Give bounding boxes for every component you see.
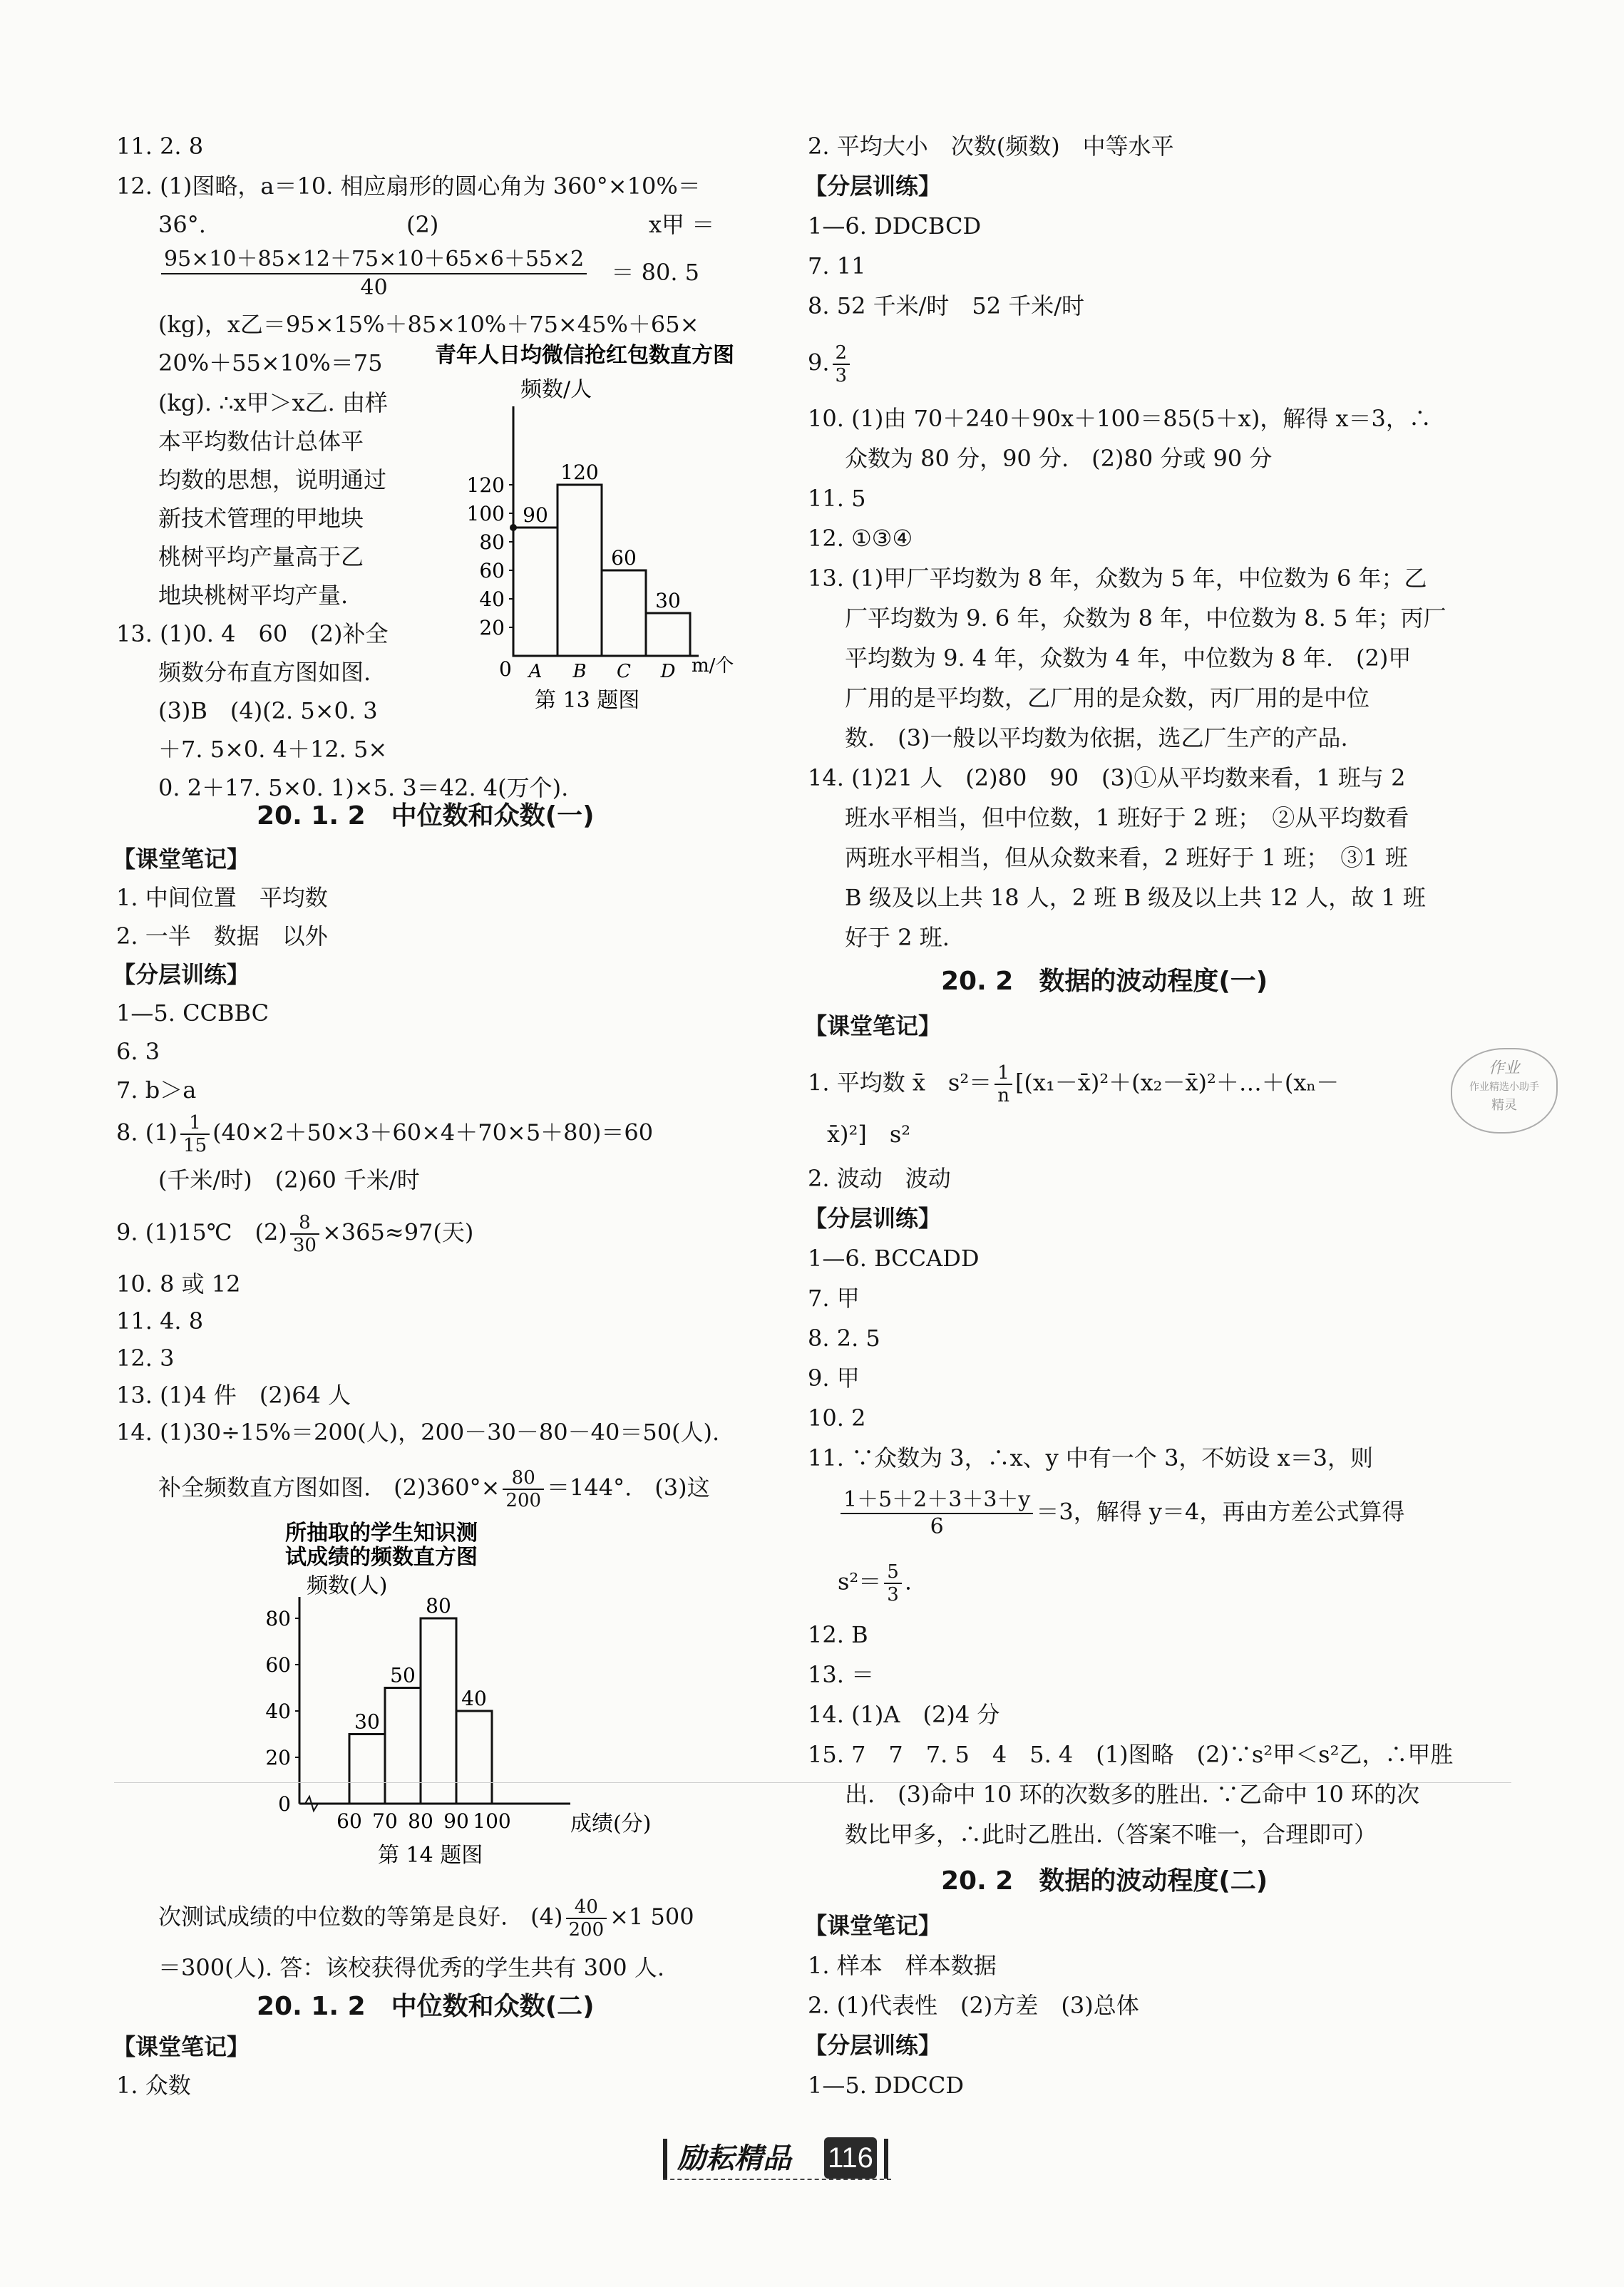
g-train-7: 7. 甲 [808,1285,860,1312]
heading-training-4: 【分层训练】 [804,2032,942,2059]
section-20-2-part1-title: 20. 2 数据的波动程度(一) [941,967,1268,996]
r-train-7: 7. 11 [808,252,866,279]
g-train-13: 13. ＝ [808,1661,875,1688]
r-train-12: 12. ①③④ [808,525,913,552]
footer-bar-right [884,2139,888,2179]
page-divider [114,1782,1511,1783]
fraction: $\frac{40}{200}$ [566,1896,607,1941]
chart14-y-tick-label: 20 [265,1746,291,1769]
train-7: 7. b＞a [116,1076,197,1104]
answer-13-line-5: 0. 2＋17. 5×0. 1)×5. 3＝42. 4(万个). [158,774,569,801]
chart14-caption: 第 14 题图 [378,1843,483,1868]
chart14-xlabel: 成绩(分) [570,1811,652,1836]
answer-12-part-2: (2) [406,211,439,238]
answer-12-line-8: 均数的思想，说明通过 [158,466,387,493]
answer-13-line-1: 13. (1)0. 4 60 (2)补全 [116,620,389,647]
chart14-bin-label: 60 [336,1809,362,1833]
variance-formula: [(x₁－x̄)²＋(x₂－x̄)²＋…＋(xₙ－ [1014,1069,1340,1096]
h-train-1-5: 1—5. DDCCD [808,2072,964,2099]
chart14-y-tick-label: 80 [265,1607,291,1630]
chart14-bin-label: 70 [372,1809,398,1833]
chart14-bar-label: 50 [390,1663,416,1687]
g-train-11-period: . [904,1568,912,1595]
footer [656,2132,898,2189]
train-12: 12. 3 [116,1345,175,1372]
g-train-9: 9. 甲 [808,1365,860,1392]
g-train-8: 8. 2. 5 [808,1325,880,1352]
footer-brand: 励耘精品 [677,2142,791,2175]
chart14-bar [385,1688,421,1804]
page-number: 116 [824,2137,877,2179]
train-14-text: 补全频数直方图如图. (2)360°× [158,1474,500,1501]
section-20-1-2-part2-title: 20. 1. 2 中位数和众数(二) [257,1992,595,2021]
heading-training-2: 【分层训练】 [804,173,942,200]
train-14-text-2: ＝144°. (3)这 [547,1474,710,1501]
g-train-11-line-1: 11. ∵众数为 3，∴x、y 中有一个 3，不妨设 x＝3，则 [808,1444,1374,1471]
chart-q13-histogram [435,342,770,727]
r-train-14-line-3: 两班水平相当，但从众数来看，2 班好于 1 班； ③1 班 [845,844,1408,871]
train-13: 13. (1)4 件 (2)64 人 [116,1382,351,1409]
train-10: 10. 8 或 12 [116,1270,241,1297]
train-14-line-2 [158,1467,710,1511]
fraction: $\frac{2}{3}$ [833,342,850,386]
r-train-13-line-3: 平均数为 9. 4 年，众数为 4 年，中位数为 8 年. (2)甲 [845,644,1412,672]
r-train-10-line-1: 10. (1)由 70＋240＋90x＋100＝85(5＋x)，解得 x＝3，∴ [808,405,1432,432]
train-8-line-2: (千米/时) (2)60 千米/时 [158,1166,420,1193]
g-train-10: 10. 2 [808,1404,866,1432]
fraction: $\frac{1+5+2+3+3+y}{6}$ [841,1487,1033,1540]
chart14-bar [349,1734,385,1804]
r-train-13-line-4: 厂用的是平均数，乙厂用的是众数，丙厂用的是中位 [845,684,1370,711]
answer-12-line-11: 地块桃树平均产量. [158,582,349,609]
h-note-1: 1. 样本 样本数据 [808,1952,997,1979]
chart14-bar [421,1618,456,1804]
answer-12-fraction [158,246,699,302]
chart14-bin-label: 100 [473,1809,511,1833]
chart14-bin-label: 90 [443,1809,469,1833]
answer-13-line-3: (3)B (4)(2. 5×0. 3 [158,697,378,724]
r-train-9 [808,342,853,386]
stamp-line-2: 作业精选小助手 [1469,1081,1539,1093]
chart14-origin-label: 0 [278,1792,291,1816]
heading-classnotes-4: 【课堂笔记】 [804,1912,942,1939]
answer-13-line-4: ＋7. 5×0. 4＋12. 5× [158,736,388,763]
chart14-bar-label: 80 [426,1594,451,1618]
chart13-bar [513,528,557,656]
note-2: 2. 一半 数据 以外 [116,922,328,950]
train-14-text-3: 次测试成绩的中位数的等第是良好. (4) [158,1903,563,1931]
train-8-expression: (40×2＋50×3＋60×4＋70×5＋80)＝60 [212,1119,654,1146]
section-20-1-2-part1-title: 20. 1. 2 中位数和众数(一) [257,801,595,831]
chart13-bar-label: 90 [523,503,548,527]
helper-stamp [1451,1048,1558,1134]
chart13-category-label: A [528,661,543,682]
answer-12-xjia: x甲 ＝ [649,211,715,238]
answer-12-line-1: 12. (1)图略，a＝10. 相应扇形的圆心角为 360°×10%＝ [116,173,701,200]
chart14-title-line2: 试成绩的频数直方图 [285,1545,478,1570]
g-train-15-line-3: 数比甲多，∴此时乙胜出.（答案不唯一，合理即可） [845,1821,1377,1848]
heading-classnotes-2: 【课堂笔记】 [113,2033,250,2060]
r-train-13-line-1: 13. (1)甲厂平均数为 8 年，众数为 5 年，中位数为 6 年；乙 [808,565,1427,592]
train-8-line-1 [116,1112,653,1156]
footer-rule [663,2179,891,2180]
note-1: 1. 中间位置 平均数 [116,884,328,911]
chart13-xlabel: m/个 [692,655,734,677]
chart14-ylabel: 频数(人) [307,1573,388,1598]
fraction: $\frac{80}{200}$ [503,1467,544,1511]
chart13-y-tick-label: 20 [479,616,505,639]
variance-prefix: 1. 平均数 x̄ s²＝ [808,1069,992,1096]
heading-training-3: 【分层训练】 [804,1205,942,1232]
train-9-expression: ×365≈97(天) [322,1218,474,1246]
note-2-1: 1. 众数 [116,2072,191,2099]
chart13-title: 青年人日均微信抢红包数直方图 [435,343,734,368]
chart-q14-histogram [265,1518,670,1896]
chart13-bar-label: 60 [611,546,637,570]
g-train-1-6: 1—6. BCCADD [808,1245,980,1272]
section-20-2-part2-title: 20. 2 数据的波动程度(二) [941,1866,1268,1896]
chart13-y-tick-label: 80 [479,530,505,554]
r-train-8: 8. 52 千米/时 52 千米/时 [808,292,1085,319]
g-train-14: 14. (1)A (2)4 分 [808,1701,1000,1728]
r-train-14-line-2: 班水平相当，但中位数，1 班好于 2 班； ②从平均数看 [845,804,1409,831]
chart14-title-line1: 所抽取的学生知识测 [285,1521,478,1546]
r-note-1-line-2: x̄)²] s² [827,1121,911,1148]
fraction: $\frac{5}{3}$ [884,1561,902,1605]
heading-training-1: 【分层训练】 [113,961,250,988]
train-9 [116,1212,473,1256]
train-9-prefix: 9. (1)15℃ (2) [116,1218,287,1246]
r-train-13-line-2: 厂平均数为 9. 6 年，众数为 8 年，中位数为 8. 5 年；丙厂 [845,605,1446,632]
answer-13-line-2: 频数分布直方图如图. [158,659,371,686]
r-note-1-line-1 [808,1062,1339,1106]
train-14-text-4: ×1 500 [610,1903,694,1931]
chart13-bar-label: 120 [560,461,599,484]
answer-12-line-9: 新技术管理的甲地块 [158,505,364,532]
fraction: $\frac{8}{30}$ [290,1212,319,1256]
chart14-y-tick-label: 60 [265,1653,291,1677]
r-train-14-line-1: 14. (1)21 人 (2)80 90 (3)①从平均数来看，1 班与 2 [808,764,1406,791]
train-11: 11. 4. 8 [116,1307,204,1335]
chart13-y-tick-label: 60 [479,559,505,582]
r-train-14-line-4: B 级及以上共 18 人，2 班 B 级及以上共 12 人，故 1 班 [845,884,1426,911]
chart14-bar-label: 30 [354,1710,380,1734]
train-1-5: 1—5. CCBBC [116,999,269,1027]
train-14-line-3 [158,1896,694,1941]
g-train-15-line-2: 出. (3)命中 10 环的次数多的胜出. ∵乙命中 10 环的次 [845,1781,1419,1808]
heading-classnotes-3: 【课堂笔记】 [804,1012,942,1039]
chart13-y-tick-label: 100 [466,502,505,525]
answer-12-line-4: (kg)，x乙＝95×15%＋85×10%＋75×45%＋65× [158,311,699,338]
answer-11: 11. 2. 8 [116,133,204,160]
footer-bar-left [663,2139,667,2179]
fraction: $\frac{1}{15}$ [180,1112,210,1156]
chart13-category-label: D [660,661,676,682]
answer-12-line-5: 20%＋55×10%＝75 [158,349,383,376]
chart14-bin-label: 80 [408,1809,433,1833]
train-14-line-4: ＝300(人). 答：该校获得优秀的学生共有 300 人. [158,1954,664,1981]
chart14-bar [456,1711,492,1804]
chart13-y-tick-label: 40 [479,587,505,611]
g-train-11-line-3 [838,1561,912,1605]
chart13-ylabel: 频数/人 [520,377,592,402]
g-train-11-text: ＝3，解得 y＝4，再由方差公式算得 [1036,1498,1405,1526]
r-train-10-line-2: 众数为 80 分，90 分. (2)80 分或 90 分 [845,445,1273,472]
g-train-15-line-1: 15. 7 7 7. 5 4 5. 4 (1)图略 (2)∵s²甲＜s²乙，∴甲胜 [808,1741,1454,1768]
train-6: 6. 3 [116,1038,160,1065]
chart14-y-tick-label: 40 [265,1700,291,1723]
g-train-11-s2: s²＝ [838,1568,882,1595]
chart13-y-tick-label: 120 [466,473,505,497]
chart13-bar-label: 30 [655,589,681,612]
g-train-12: 12. B [808,1621,868,1648]
train-8-prefix: 8. (1) [116,1119,178,1146]
stamp-line-1: 作业 [1488,1059,1520,1077]
r-train-9-prefix: 9. [808,349,830,376]
answer-12-line-6: (kg). ∴x甲＞x乙. 由样 [158,389,388,416]
fraction-value: ＝ 80. 5 [611,258,700,286]
note-2-2: 2. 平均大小 次数(频数) 中等水平 [808,133,1174,160]
chart13-category-label: B [572,661,587,682]
r-train-1-6: 1—6. DDCBCD [808,212,982,240]
r-train-14-line-5: 好于 2 班. [845,924,950,951]
answer-12-line-7: 本平均数估计总体平 [158,428,364,455]
answer-12-line-2: 36°. [158,211,206,238]
chart13-caption: 第 13 题图 [535,688,640,713]
r-train-11: 11. 5 [808,485,866,512]
answer-12-line-10: 桃树平均产量高于乙 [158,543,364,570]
h-note-2: 2. (1)代表性 (2)方差 (3)总体 [808,1992,1139,2019]
fraction: $\frac{95\times 10+85\times 12+75\times 10+65\times 6+55\times 2}{40}$ [161,246,587,302]
heading-classnotes-1: 【课堂笔记】 [113,846,250,873]
train-14-line-1: 14. (1)30÷15%＝200(人)，200－30－80－40＝50(人). [116,1419,720,1446]
r-note-2: 2. 波动 波动 [808,1165,951,1192]
fraction: $\frac{1}{n}$ [995,1062,1012,1106]
chart13-bar [557,485,602,656]
chart14-bar-label: 40 [461,1687,487,1710]
chart13-origin-label: 0 [499,657,512,681]
chart13-bar [602,570,646,656]
stamp-line-3: 精灵 [1491,1098,1517,1113]
r-train-13-line-5: 数. (3)一般以平均数为依据，选乙厂生产的产品. [845,724,1348,751]
g-train-11-line-2 [838,1487,1404,1540]
chart13-category-label: C [617,661,631,682]
chart13-bar [646,613,690,656]
